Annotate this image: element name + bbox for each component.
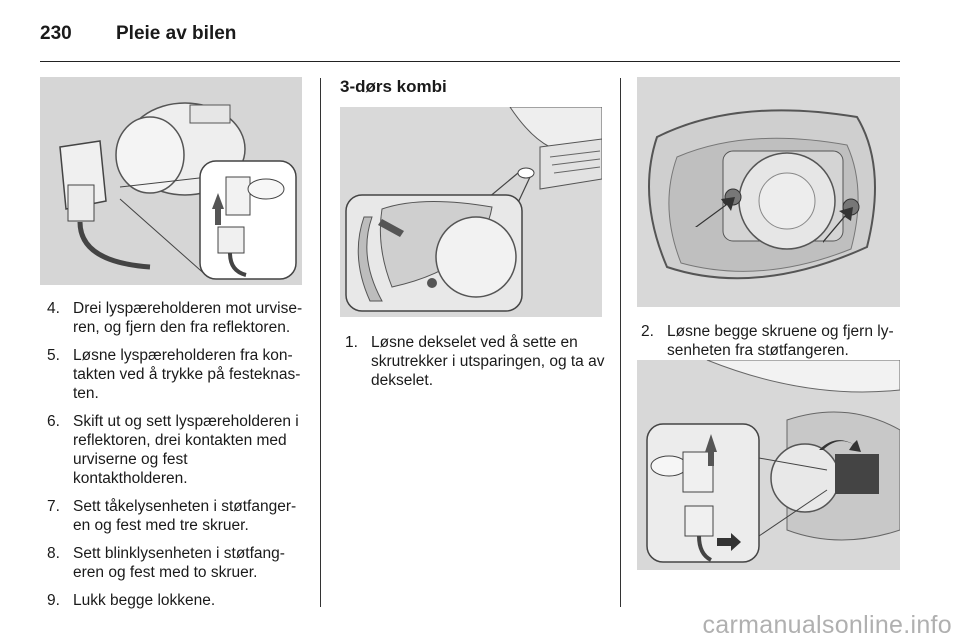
page-title: Pleie av bilen: [116, 23, 237, 44]
list-item: 6. Skift ut og sett lyspæreholderen i reflektoren, drei kontakten med urviserne og fest kontaktholderen.: [47, 413, 299, 487]
bumper-cover-illustration: [340, 107, 602, 317]
figure-foglamp-screws: [637, 77, 900, 307]
list-item: 7. Sett tåkelysenheten i støtfangeren og fest med tre skruer.: [47, 498, 297, 534]
list-item: 8. Sett blinklysenheten i støtfangeren og fest med to skruer.: [47, 545, 285, 581]
middle-steps-list: [345, 333, 605, 399]
foglamp-bulb-illustration: [40, 77, 302, 285]
figure-bumper-cover: [340, 107, 602, 317]
lamp-unit-removal-illustration: [637, 360, 900, 570]
list-item: 2. Løsne begge skruene og fjern lysenheten fra støtfangeren.: [641, 323, 894, 359]
watermark[interactable]: carmanualsonline.info: [702, 611, 952, 639]
figure-foglamp-bulb: [40, 77, 302, 285]
header-rule: [40, 61, 900, 62]
section-heading: 3-dørs kombi: [340, 77, 447, 96]
list-item: 4. Drei lyspæreholderen mot urviseren, og fjern den fra reflektoren.: [47, 300, 303, 336]
left-steps-list: [47, 299, 305, 619]
page-header: [40, 14, 236, 54]
column-divider-left: [320, 78, 321, 607]
foglamp-screws-illustration: [637, 77, 900, 307]
list-item: 5. Løsne lyspæreholderen fra kontakten ved å trykke på festeknasten.: [47, 347, 301, 402]
page-number: 230: [40, 23, 72, 44]
list-item: 1. Løsne dekselet ved å sette en skrutrekker i utsparingen, og ta av dekselet.: [345, 334, 605, 389]
figure-lamp-unit-removal: [637, 360, 900, 570]
right-steps-list: [641, 322, 903, 369]
list-item: 9. Lukk begge lokkene.: [47, 592, 216, 609]
column-divider-right: [620, 78, 621, 607]
